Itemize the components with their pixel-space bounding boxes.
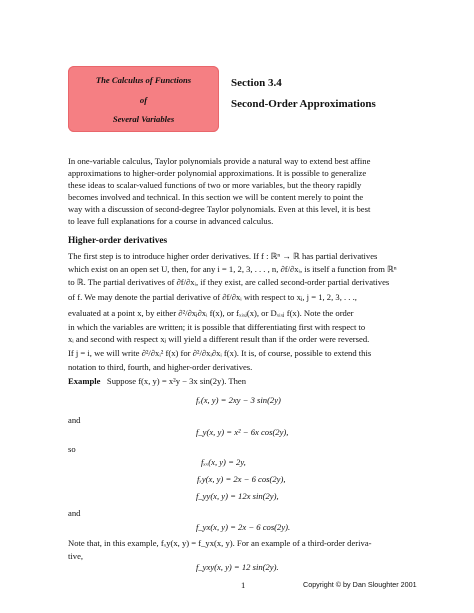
and-text-2: and — [68, 508, 81, 518]
body-line-6: in which the variables are written; it is possible that differentiating first with respect to — [68, 322, 366, 332]
subsection-heading: Higher-order derivatives — [68, 236, 168, 246]
body-line-3: to ℝ. The partial derivatives of ∂f/∂xᵢ, if they exist, are called second-order partial derivatives — [68, 277, 390, 287]
equation-fxy: fₓy(x, y) = 2x − 6 cos(2y), — [197, 474, 286, 484]
section-number: Section 3.4 — [231, 77, 282, 89]
intro-line-2: approximations to higher-order polynomial approximations. It is possible to generalize — [68, 168, 367, 178]
equation-fx: fₓ(x, y) = 2xy − 3 sin(2y) — [196, 395, 281, 405]
body-line-9: notation to third, fourth, and higher-order derivatives. — [68, 362, 253, 372]
example-intro: Suppose f(x, y) = x²y − 3x sin(2y). Then — [106, 376, 247, 386]
example-intro-line — [68, 376, 246, 387]
body-line-7: xᵢ and second with respect xⱼ will yield a different result than if the order were reversed. — [68, 334, 370, 344]
body-line-4: of f. We may denote the partial derivative of ∂f/∂xᵢ with respect to xⱼ, j = 1, 2, 3, . . ., — [68, 292, 357, 302]
and-text-1: and — [68, 415, 81, 425]
equation-fy: f_y(x, y) = x² − 6x cos(2y), — [196, 427, 289, 437]
body-line-5: evaluated at a point x, by either ∂²/∂xⱼ∂xᵢ f(x), or fₓᵢₓⱼ(x), or Dₓᵢₓⱼ f(x). Note the order — [68, 308, 354, 318]
section-title: Second-Order Approximations — [231, 98, 376, 110]
equation-fyxy: f_yxy(x, y) = 12 sin(2y). — [196, 562, 279, 572]
note-line-1: Note that, in this example, fₓy(x, y) = f_yx(x, y). For an example of a third-order deriva- — [68, 538, 372, 548]
equation-fyx: f_yx(x, y) = 2x − 6 cos(2y). — [196, 522, 291, 532]
book-title-line-3: Several Variables — [112, 114, 175, 124]
intro-line-4: becomes involved and technical. In this section we will be content merely to point the — [68, 192, 364, 202]
intro-line-1: In one-variable calculus, Taylor polynomials provide a natural way to extend best affine — [68, 156, 371, 166]
body-line-8: If j = i, we will write ∂²/∂xᵢ² f(x) for ∂²/∂xᵢ∂xᵢ f(x). It is, of course, possible to extend this — [68, 348, 372, 358]
equation-fxx: fₓₓ(x, y) = 2y, — [201, 457, 246, 467]
body-line-1: The first step is to introduce higher order derivatives. If f : ℝⁿ → ℝ has partial derivatives — [68, 251, 378, 261]
copyright-notice: Copyright © by Dan Sloughter 2001 — [303, 580, 417, 589]
page-number: 1 — [241, 580, 246, 590]
book-title-line-2: of — [139, 95, 148, 105]
intro-line-3: these ideas to scalar-valued functions of two or more variables, but the theory rapidly — [68, 180, 362, 190]
so-text: so — [68, 444, 76, 454]
equation-fyy: f_yy(x, y) = 12x sin(2y), — [196, 491, 279, 501]
note-line-2: tive, — [68, 551, 84, 561]
body-line-2: which exist on an open set U, then, for any i = 1, 2, 3, . . . , n, ∂f/∂xᵢ, is itself a function from ℝⁿ — [68, 264, 397, 274]
example-label: Example — [68, 376, 101, 386]
intro-line-6: to leave full explanations for a course in advanced calculus. — [68, 216, 274, 226]
intro-line-5: way with a discussion of second-degree Taylor polynomials. Even at this level, it is best — [68, 204, 371, 214]
book-title-line-1: The Calculus of Functions — [95, 75, 192, 85]
book-title-box — [68, 66, 219, 132]
